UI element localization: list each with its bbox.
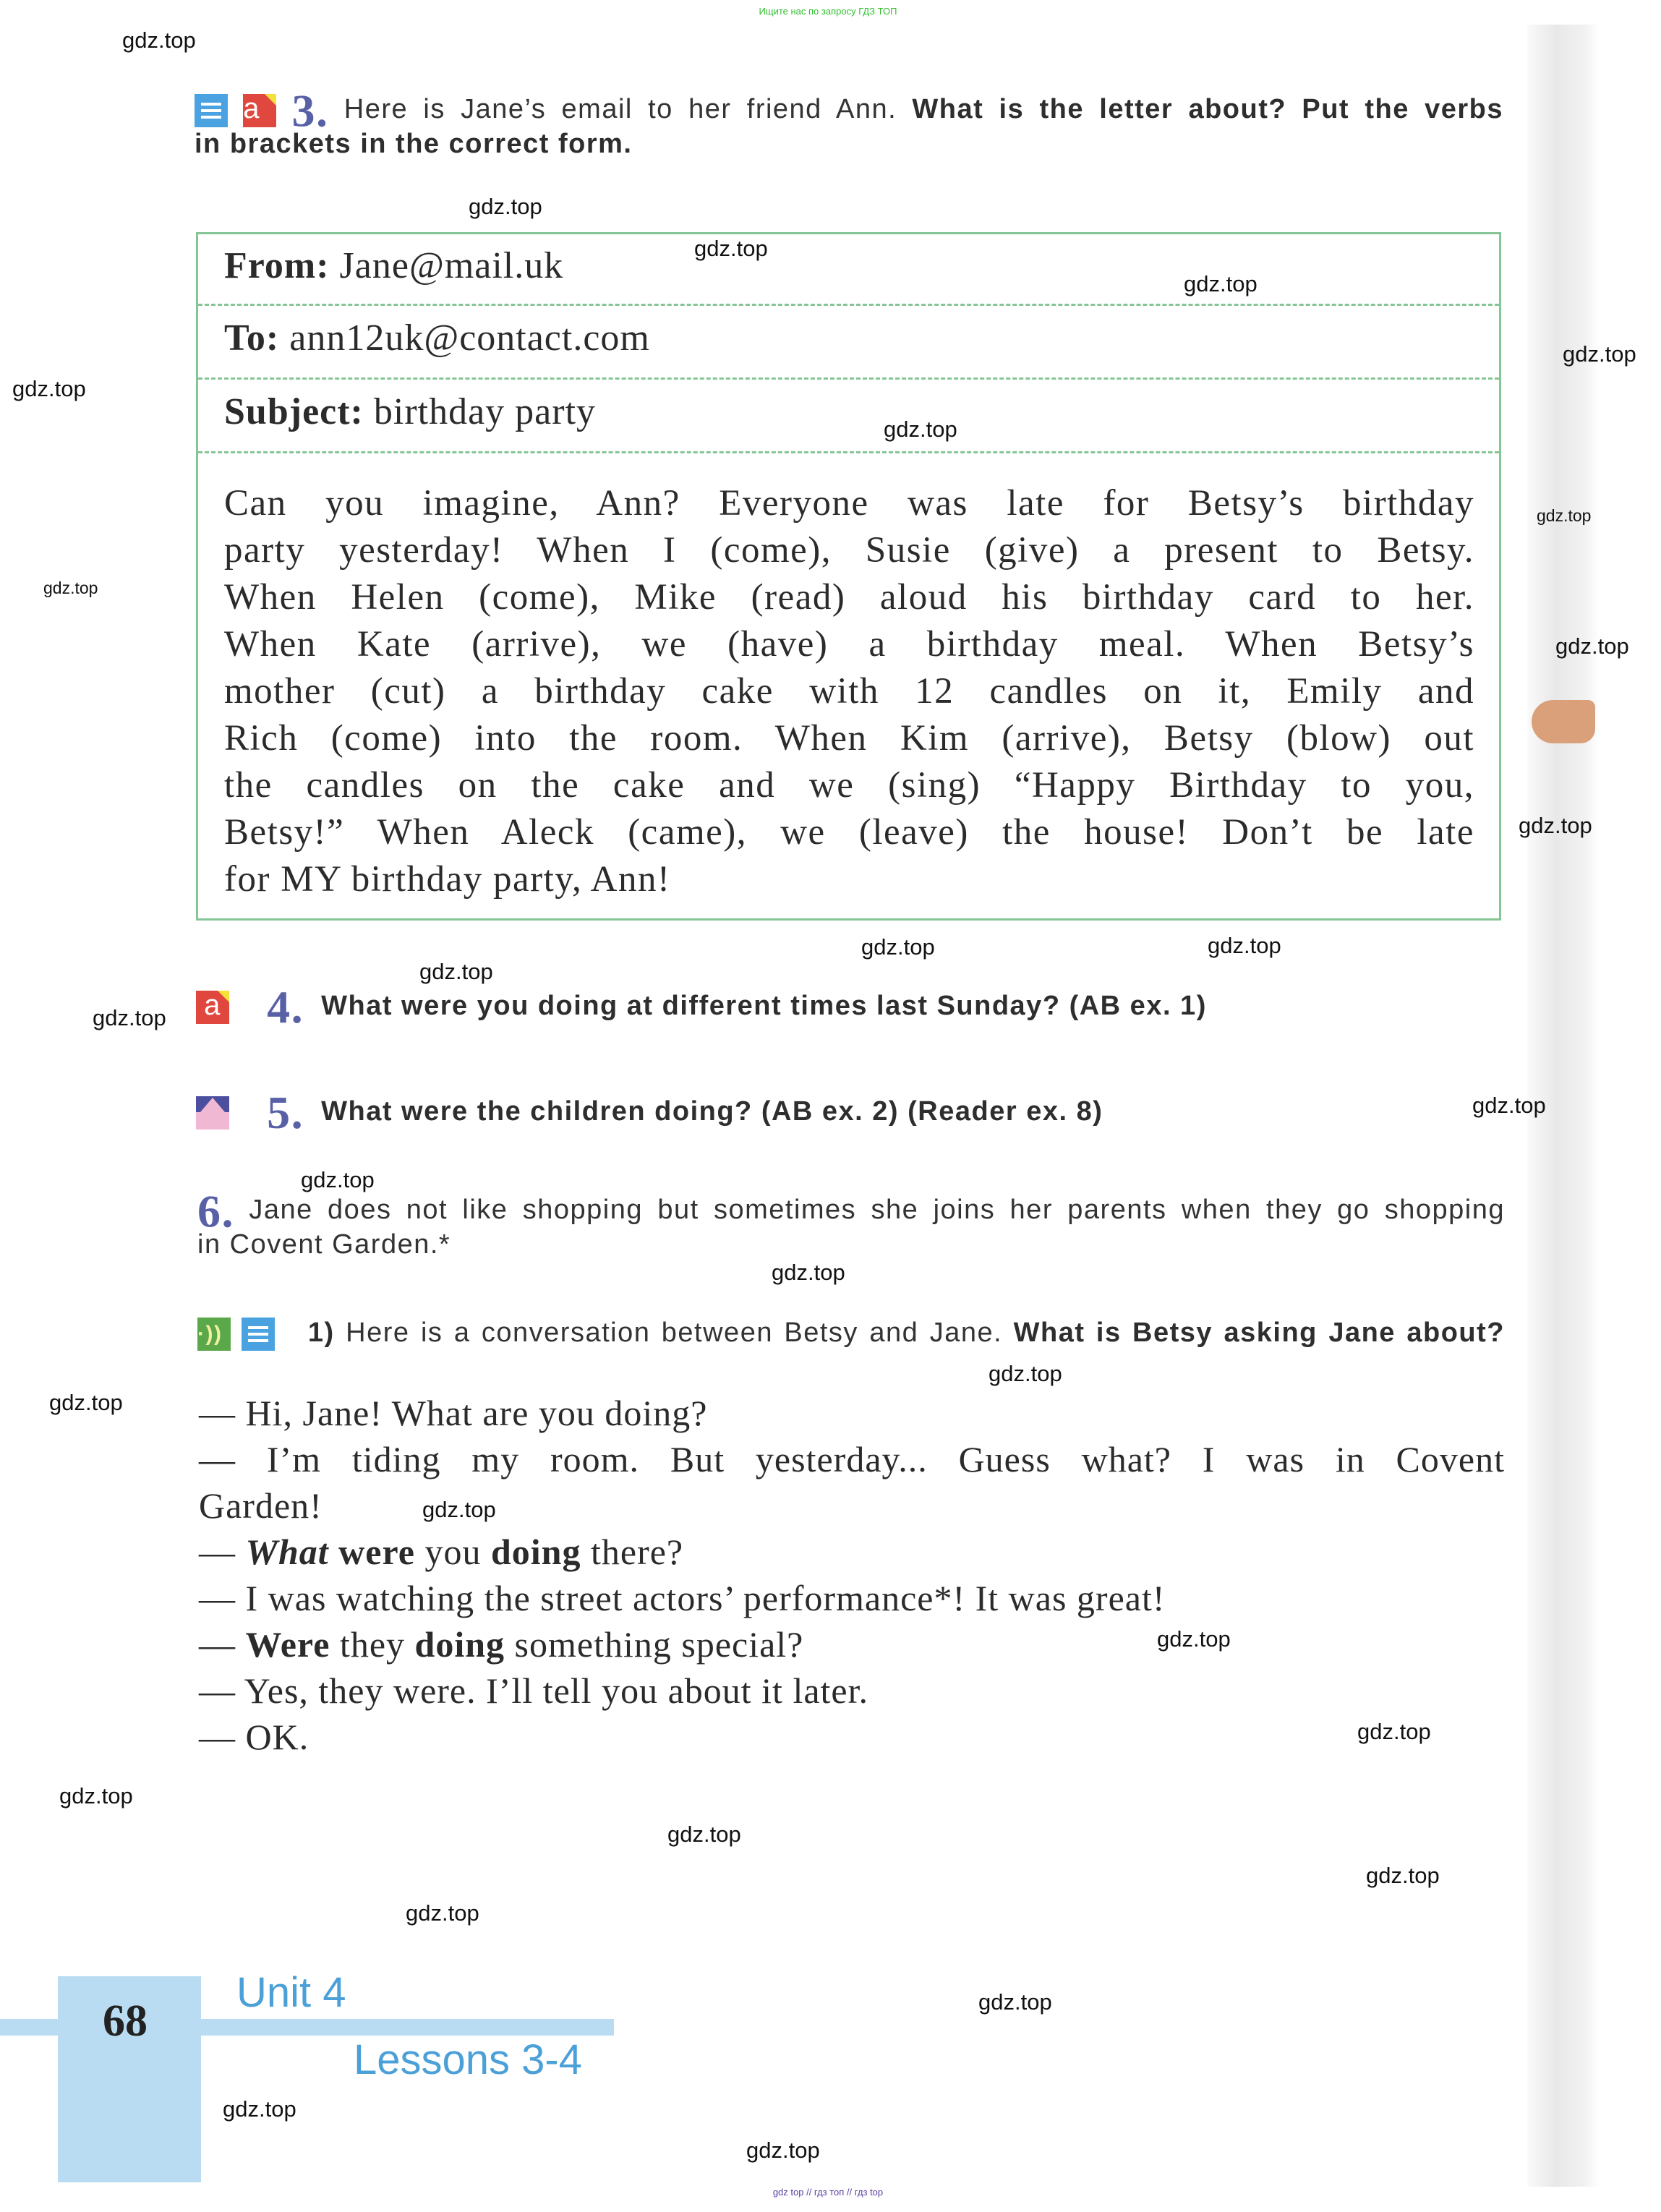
email-body-line: When Kate (arrive), we (have) a birthday meal. When Betsy’s bbox=[224, 624, 1474, 665]
email-body-line: the candles on the cake and we (sing) “Happy Birthday to you, bbox=[224, 765, 1474, 806]
hand-illustration bbox=[1532, 700, 1595, 743]
task-1-instruction bbox=[308, 1318, 1505, 1348]
email-box bbox=[196, 232, 1501, 921]
exercise-4-text: What were you doing at different times last Sunday? (AB ex. 1) bbox=[321, 991, 1207, 1021]
watermark: gdz.top bbox=[861, 934, 935, 960]
dialogue bbox=[199, 1390, 1505, 1760]
dialogue-segment: Were bbox=[245, 1624, 330, 1665]
subject-label: Subject: bbox=[224, 391, 364, 432]
to-value: ann12uk@contact.com bbox=[289, 317, 650, 359]
instruction-segment: 1) bbox=[307, 1318, 346, 1348]
dialogue-segment: something special? bbox=[505, 1624, 804, 1665]
email-from-row bbox=[224, 244, 1473, 287]
email-body-line: for MY birthday party, Ann! bbox=[224, 859, 671, 900]
dialogue-segment: — I was watching the street actors’ performance*! It was great! bbox=[199, 1578, 1166, 1618]
exercise-5 bbox=[196, 1087, 1103, 1139]
exercise-number: 4. bbox=[267, 981, 304, 1033]
email-body-line: Rich (come) into the room. When Kim (arrive), Betsy (blow) out bbox=[224, 718, 1474, 759]
email-body-line: Can you imagine, Ann? Everyone was late for Betsy’s birthday bbox=[224, 483, 1474, 524]
dialogue-segment: were bbox=[338, 1532, 415, 1572]
unit-title: Unit 4 bbox=[236, 1969, 346, 2016]
writing-letter-a-icon: a bbox=[243, 94, 276, 127]
email-body-line: mother (cut) a birthday cake with 12 candles on it, Emily and bbox=[224, 671, 1474, 712]
instruction-segment: What is the letter about? Put the verbs bbox=[912, 94, 1503, 124]
watermark: gdz.top bbox=[1472, 1093, 1546, 1118]
watermark: gdz.top bbox=[1184, 271, 1258, 296]
dialogue-segment: they bbox=[330, 1624, 415, 1665]
exercise-6 bbox=[197, 1185, 1505, 1262]
footer-band bbox=[0, 2019, 614, 2036]
instruction-segment: Here is a conversation between Betsy and Jane. bbox=[346, 1318, 1014, 1348]
watermark: gdz.top bbox=[1537, 506, 1592, 525]
reading-lines-icon bbox=[242, 1318, 275, 1351]
exercise-6-intro-line: Jane does not like shopping but sometimes she joins her parents when they go shopping bbox=[249, 1195, 1505, 1225]
exercise-3-instruction-line bbox=[344, 94, 1503, 124]
dialogue-line bbox=[199, 1575, 1505, 1621]
watermark: gdz.top bbox=[989, 1361, 1062, 1386]
dialogue-segment: there? bbox=[581, 1532, 684, 1572]
from-label: From: bbox=[224, 245, 330, 286]
dialogue-segment: — Hi, Jane! What are you doing? bbox=[199, 1393, 708, 1433]
watermark: gdz.top bbox=[1366, 1863, 1440, 1888]
dialogue-segment: doing bbox=[490, 1532, 581, 1572]
watermark: gdz.top bbox=[884, 417, 957, 442]
divider bbox=[198, 451, 1499, 453]
writing-letter-a-icon: a bbox=[196, 991, 229, 1024]
divider bbox=[198, 377, 1499, 380]
exercise-3-instruction-line bbox=[195, 127, 1503, 161]
watermark: gdz.top bbox=[422, 1497, 496, 1522]
lessons-title: Lessons 3-4 bbox=[354, 2036, 582, 2083]
dialogue-segment bbox=[329, 1532, 339, 1572]
exercise-6-intro-line: in Covent Garden.* bbox=[197, 1229, 451, 1260]
watermark: gdz.top bbox=[694, 236, 768, 261]
subject-value: birthday party bbox=[373, 391, 597, 432]
watermark: gdz.top bbox=[12, 376, 86, 401]
house-icon bbox=[196, 1096, 229, 1130]
dialogue-segment: — bbox=[199, 1532, 246, 1572]
watermark: gdz.top bbox=[406, 1900, 479, 1926]
reading-lines-icon bbox=[195, 94, 228, 127]
dialogue-line bbox=[199, 1714, 1505, 1760]
watermark: gdz.top bbox=[1357, 1719, 1431, 1744]
dialogue-line bbox=[199, 1436, 1505, 1482]
watermark: gdz.top bbox=[772, 1260, 845, 1285]
page-number: 68 bbox=[103, 1997, 148, 2046]
to-label: To: bbox=[224, 317, 280, 359]
dialogue-line bbox=[199, 1667, 1505, 1714]
watermark: gdz.top bbox=[1563, 341, 1636, 367]
watermark: gdz.top bbox=[1157, 1626, 1231, 1652]
exercise-number: 6. bbox=[197, 1185, 234, 1237]
exercise-5-text: What were the children doing? (AB ex. 2) (Reader ex. 8) bbox=[321, 1096, 1103, 1127]
exercise-4 bbox=[196, 981, 1207, 1033]
email-to-row bbox=[224, 317, 1473, 359]
dialogue-segment: — Yes, they were. I’ll tell you about it later. bbox=[199, 1670, 869, 1711]
dialogue-segment: — OK. bbox=[199, 1717, 309, 1757]
exercise-number: 3. bbox=[291, 85, 329, 137]
audio-icon: ·)) bbox=[197, 1318, 231, 1351]
email-subject-row bbox=[224, 390, 1473, 433]
watermark: gdz.top bbox=[49, 1390, 123, 1415]
dialogue-line bbox=[199, 1390, 1505, 1436]
watermark: gdz.top bbox=[419, 959, 493, 984]
watermark: gdz.top bbox=[469, 194, 542, 219]
site-note-top: Ищите нас по запросу ГДЗ ТОП bbox=[759, 6, 897, 17]
dialogue-segment: What bbox=[245, 1532, 329, 1572]
email-body-line: When Helen (come), Mike (read) aloud his birthday card to her. bbox=[224, 577, 1474, 618]
watermark: gdz.top bbox=[122, 27, 196, 53]
dialogue-segment: — I’m tiding my room. But yesterday... Guess what? I was in Covent bbox=[199, 1439, 1505, 1479]
watermark: gdz.top bbox=[1208, 933, 1281, 958]
watermark: gdz.top bbox=[59, 1783, 133, 1809]
site-note-bottom: gdz top // гдз топ // гдз top bbox=[772, 2187, 884, 2198]
dialogue-line bbox=[199, 1529, 1505, 1575]
dialogue-segment: you bbox=[414, 1532, 491, 1572]
watermark: gdz.top bbox=[93, 1005, 166, 1030]
instruction-segment: What is Betsy asking Jane about? bbox=[1013, 1318, 1506, 1348]
watermark: gdz.top bbox=[978, 1989, 1052, 2015]
divider bbox=[198, 304, 1499, 306]
dialogue-line bbox=[199, 1482, 1505, 1529]
exercise-number: 5. bbox=[267, 1087, 304, 1139]
email-body bbox=[224, 480, 1474, 903]
from-value: Jane@mail.uk bbox=[339, 245, 564, 286]
exercise-6-task-1 bbox=[197, 1316, 1505, 1351]
exercise-3-heading bbox=[195, 85, 1503, 161]
watermark: gdz.top bbox=[43, 578, 98, 597]
dialogue-segment: Garden! bbox=[199, 1485, 323, 1526]
instruction-segment: Here is Jane’s email to her friend Ann. bbox=[343, 94, 913, 124]
email-body-line: party yesterday! When I (come), Susie (give) a present to Betsy. bbox=[224, 530, 1474, 571]
dialogue-segment: doing bbox=[414, 1624, 505, 1665]
dialogue-line bbox=[199, 1621, 1505, 1667]
watermark: gdz.top bbox=[301, 1167, 375, 1192]
email-body-line: Betsy!” When Aleck (came), we (leave) the house! Don’t be late bbox=[224, 812, 1474, 853]
watermark: gdz.top bbox=[1555, 633, 1629, 659]
watermark: gdz.top bbox=[667, 1822, 741, 1847]
watermark: gdz.top bbox=[223, 2096, 296, 2122]
watermark: gdz.top bbox=[746, 2138, 820, 2163]
dialogue-segment: — bbox=[199, 1624, 246, 1665]
instruction-segment: in brackets in the correct form. bbox=[195, 129, 633, 160]
watermark: gdz.top bbox=[1519, 813, 1592, 838]
